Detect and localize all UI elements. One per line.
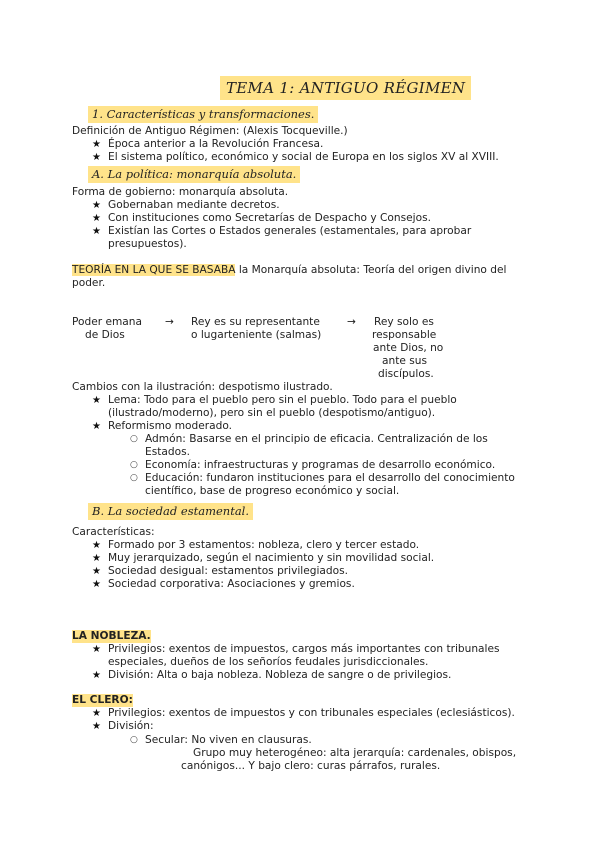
list-item: División: Alta o baja nobleza. Nobleza de sangre o de privilegios.: [108, 669, 452, 681]
list-item: Lema: Todo para el pueblo pero sin el pueblo. Todo para el pueblo: [108, 394, 457, 406]
changes-line: Cambios con la ilustración: despotismo ilustrado.: [72, 381, 333, 393]
star-bullet-icon: ★: [92, 670, 101, 681]
list-item: Formado por 3 estamentos: nobleza, clero y tercer estado.: [108, 539, 420, 551]
flow-step-3-line-4: ante sus: [382, 355, 427, 367]
circle-bullet-icon: ○: [130, 434, 138, 444]
sub-item-continuation: canónigos... Y bajo clero: curas párrafos, rurales.: [181, 760, 441, 772]
list-item: Muy jerarquizado, según el nacimiento y sin movilidad social.: [108, 552, 435, 564]
circle-bullet-icon: ○: [130, 735, 138, 745]
flow-step-2-line-2: o lugarteniente (salmas): [191, 329, 322, 341]
star-bullet-icon: ★: [92, 395, 101, 406]
flow-step-1-line-2: de Dios: [85, 329, 125, 341]
clero-heading: EL CLERO:: [72, 694, 133, 706]
flow-step-3-line-5: discípulos.: [378, 368, 434, 380]
government-intro: Forma de gobierno: monarquía absoluta.: [72, 186, 289, 198]
theory-highlight: TEORÍA EN LA QUE SE BASABA: [72, 264, 236, 276]
circle-bullet-icon: ○: [130, 460, 138, 470]
list-item: Época anterior a la Revolución Francesa.: [108, 138, 324, 150]
star-bullet-icon: ★: [92, 213, 101, 224]
arrow-right-icon: →: [347, 316, 356, 328]
star-bullet-icon: ★: [92, 200, 101, 211]
theory-continuation: poder.: [72, 277, 106, 289]
list-item-continuation: presupuestos).: [108, 238, 187, 250]
list-item: Reformismo moderado.: [108, 420, 233, 432]
star-bullet-icon: ★: [92, 226, 101, 237]
star-bullet-icon: ★: [92, 553, 101, 564]
list-item-continuation: especiales, dueños de los señoríos feudales jurisdiccionales.: [108, 656, 429, 668]
star-bullet-icon: ★: [92, 421, 101, 432]
star-bullet-icon: ★: [92, 566, 101, 577]
star-bullet-icon: ★: [92, 579, 101, 590]
flow-step-3: Rey solo es: [374, 316, 434, 328]
sub-item-continuation: Estados.: [145, 446, 190, 458]
flow-step-2: Rey es su representante: [191, 316, 320, 328]
characteristics-intro: Características:: [72, 526, 155, 538]
list-item: Privilegios: exentos de impuestos y con tribunales especiales (eclesiásticos).: [108, 707, 515, 719]
flow-step-3-line-2: responsable: [372, 329, 437, 341]
nobleza-heading: LA NOBLEZA.: [72, 630, 151, 642]
list-item: Con instituciones como Secretarías de Despacho y Consejos.: [108, 212, 431, 224]
list-item: Privilegios: exentos de impuestos, cargos más importantes con tribunales: [108, 643, 500, 655]
flow-step-3-line-3: ante Dios, no: [373, 342, 444, 354]
sub-item: Secular: No viven en clausuras.: [145, 734, 312, 746]
list-item: Sociedad desigual: estamentos privilegiados.: [108, 565, 349, 577]
section-b-heading: B. La sociedad estamental.: [88, 503, 253, 520]
star-bullet-icon: ★: [92, 644, 101, 655]
list-item: El sistema político, económico y social de Europa en los siglos XV al XVIII.: [108, 151, 499, 163]
sub-item: Economía: infraestructuras y programas de desarrollo económico.: [145, 459, 496, 471]
list-item: Existían las Cortes o Estados generales (estamentales, para aprobar: [108, 225, 472, 237]
flow-step-1: Poder emana: [72, 316, 142, 328]
section-a-heading: A. La política: monarquía absoluta.: [88, 166, 300, 183]
sub-item-continuation: Grupo muy heterogéneo: alta jerarquía: cardenales, obispos,: [193, 747, 517, 759]
theory-text: la Monarquía absoluta: Teoría del origen divino del: [235, 264, 507, 276]
list-item: Gobernaban mediante decretos.: [108, 199, 280, 211]
sub-item-continuation: científico, base de progreso económico y social.: [145, 485, 400, 497]
circle-bullet-icon: ○: [130, 473, 138, 483]
sub-item: Admón: Basarse en el principio de eficacia. Centralización de los: [145, 433, 488, 445]
definition-line: Definición de Antiguo Régimen: (Alexis Tocqueville.): [72, 125, 348, 137]
star-bullet-icon: ★: [92, 139, 101, 150]
arrow-right-icon: →: [165, 316, 174, 328]
star-bullet-icon: ★: [92, 721, 101, 732]
list-item: División:: [108, 720, 154, 732]
theory-line: [72, 264, 506, 277]
list-item-continuation: (ilustrado/moderno), pero sin el pueblo (despotismo/antiguo).: [108, 407, 436, 419]
list-item: Sociedad corporativa: Asociaciones y gremios.: [108, 578, 355, 590]
star-bullet-icon: ★: [92, 152, 101, 163]
star-bullet-icon: ★: [92, 540, 101, 551]
sub-item: Educación: fundaron instituciones para el desarrollo del conocimiento: [145, 472, 515, 484]
section-1-heading: 1. Características y transformaciones.: [88, 106, 318, 123]
star-bullet-icon: ★: [92, 708, 101, 719]
page-title: TEMA 1: ANTIGUO RÉGIMEN: [220, 76, 471, 100]
